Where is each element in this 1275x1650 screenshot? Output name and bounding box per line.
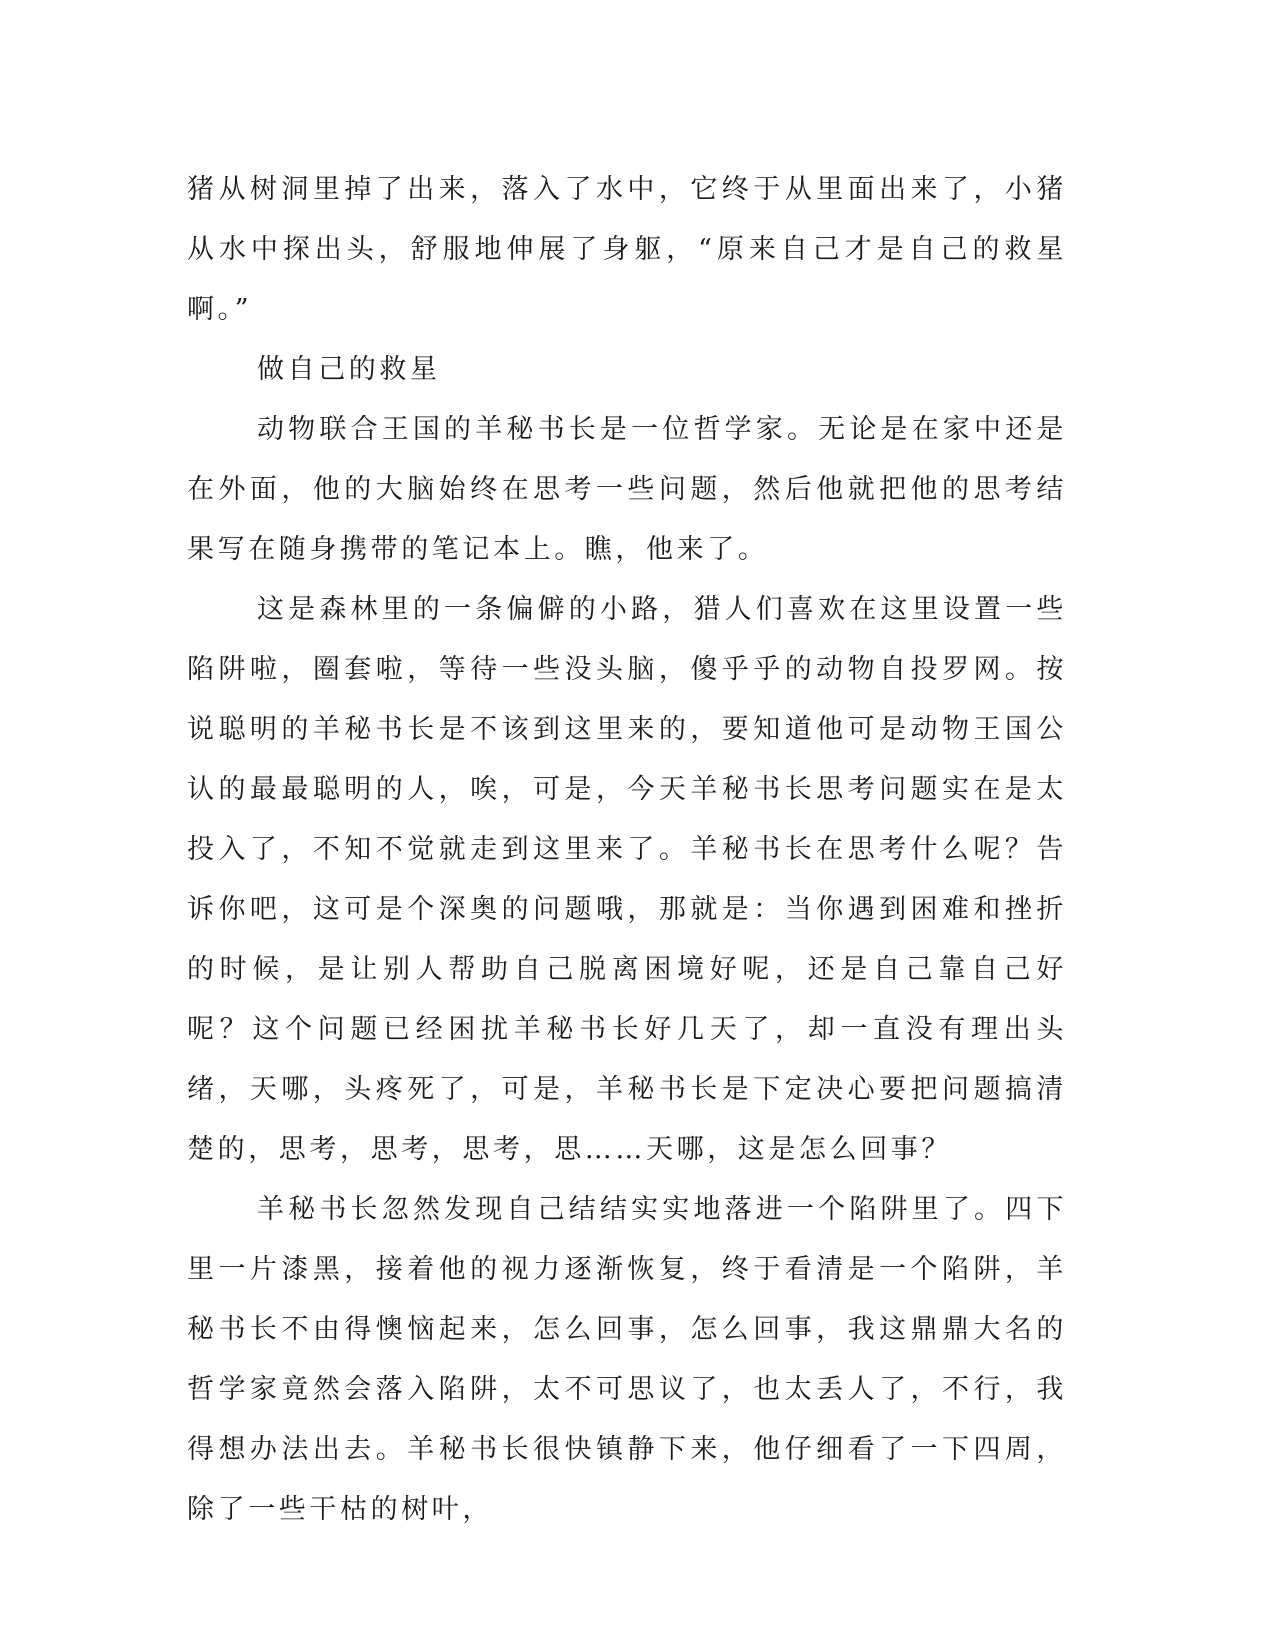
paragraph-1: 猪从树洞里掉了出来，落入了水中，它终于从里面出来了，小猪从水中探出头，舒服地伸展了身躯，“原来自己才是自己的救星啊。”	[187, 174, 1067, 325]
paragraph-4: 羊秘书长忽然发现自己结结实实地落进一个陷阱里了。四下里一片漆黑，接着他的视力逐渐恢复，终于看清是一个陷阱，羊秘书长不由得懊恼起来，怎么回事，怎么回事，我这鼎鼎大名的哲学家竟然会落入陷阱，太不可思议了，也太丢人了，不行，我得想办法出去。羊秘书长很快镇静下来，他仔细看了一下四周，除了一些干枯的树叶，	[187, 1194, 1067, 1525]
section-heading: 做自己的救星	[257, 354, 441, 385]
body-text	[187, 160, 1067, 1540]
paragraph-3: 这是森林里的一条偏僻的小路，猎人们喜欢在这里设置一些陷阱啦，圈套啦，等待一些没头脑，傻乎乎的动物自投罗网。按说聪明的羊秘书长是不该到这里来的，要知道他可是动物王国公认的最最聪明的人，唉，可是，今天羊秘书长思考问题实在是太投入了，不知不觉就走到这里来了。羊秘书长在思考什么呢？告诉你吧，这可是个深奥的问题哦，那就是：当你遇到困难和挫折的时候，是让别人帮助自己脱离困境好呢，还是自己靠自己好呢？这个问题已经困扰羊秘书长好几天了，却一直没有理出头绪，天哪，头疼死了，可是，羊秘书长是下定决心要把问题搞清楚的，思考，思考，思考，思……天哪，这是怎么回事？	[187, 594, 1067, 1165]
paragraph-2: 动物联合王国的羊秘书长是一位哲学家。无论是在家中还是在外面，他的大脑始终在思考一些问题，然后他就把他的思考结果写在随身携带的笔记本上。瞧，他来了。	[187, 414, 1067, 565]
